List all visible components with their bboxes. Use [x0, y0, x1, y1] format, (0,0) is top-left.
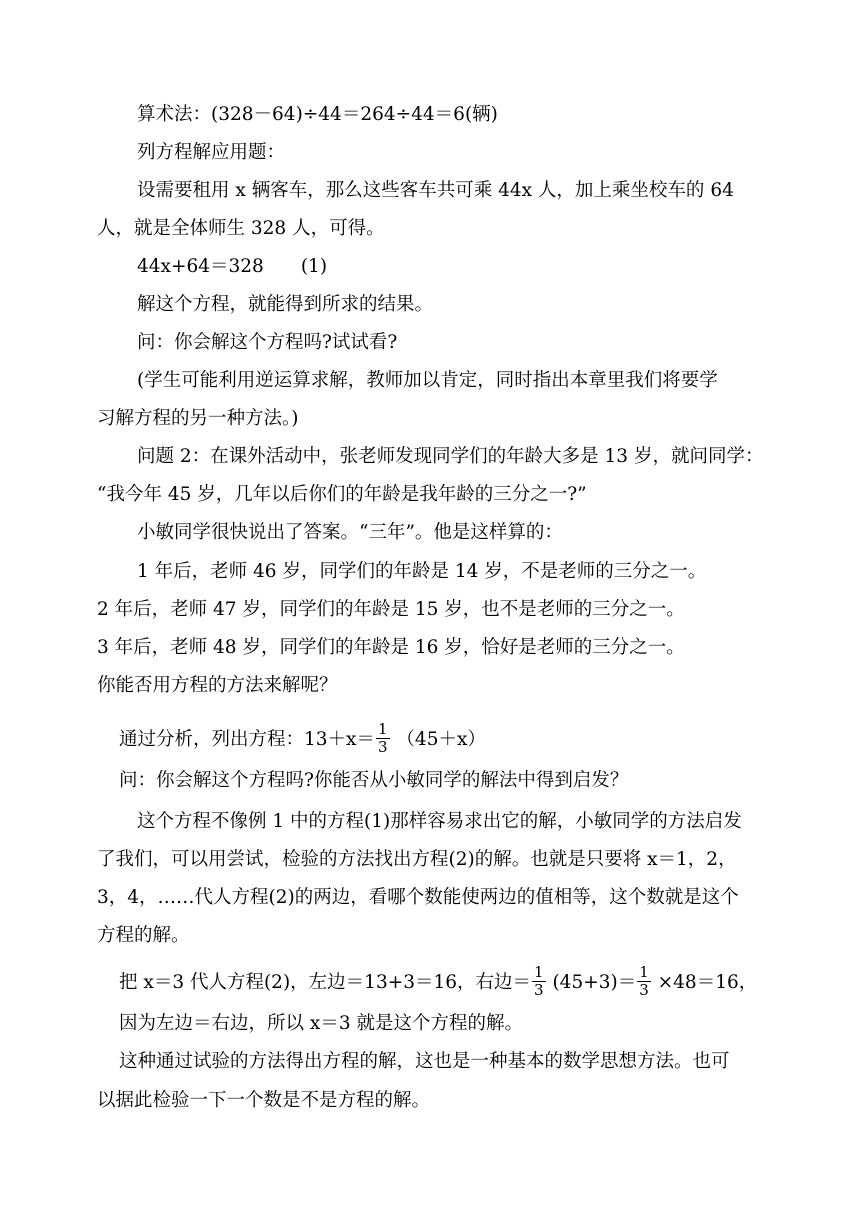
- paragraph-heading: 列方程解应用题：: [137, 142, 286, 163]
- fraction-one-third: [376, 721, 390, 756]
- question-line: 问：你会解这个方程吗?你能否从小敏同学的解法中得到启发？: [119, 770, 629, 791]
- paragraph-line: 以据此检验一下一个数是不是方程的解。: [97, 1090, 431, 1111]
- substitution-mid: (45+3)＝: [552, 972, 637, 993]
- paragraph-line: 习解方程的另一种方法。): [97, 408, 299, 429]
- conclusion-line: 因为左边＝右边，所以 x＝3 就是这个方程的解。: [119, 1013, 523, 1034]
- paragraph-line: 3，4，……代人方程(2)的两边，看哪个数能使两边的值相等，这个数就是这个: [97, 887, 739, 908]
- problem-2-line: 问题 2：在课外活动中，张老师发现同学们的年龄大多是 13 岁，就问同学：: [137, 446, 764, 467]
- fraction-one-third: [637, 964, 651, 999]
- paragraph-line: [137, 179, 767, 203]
- paragraph-line: 你能否用方程的方法来解呢？: [97, 675, 338, 696]
- equation-1: 44x+64＝328 (1): [137, 256, 328, 277]
- substitution-tail: ×48＝16，: [657, 972, 758, 993]
- paragraph-line: 这种通过试验的方法得出方程的解，这也是一种基本的数学思想方法。也可: [119, 1051, 730, 1072]
- paragraph-line: 人，就是全体师生 328 人，可得。: [97, 218, 385, 239]
- paragraph-line: 这个方程不像例 1 中的方程(1)那样容易求出它的解，小敏同学的方法启发: [137, 811, 742, 832]
- question-line: 问：你会解这个方程吗?试试看?: [137, 332, 398, 353]
- arithmetic-method-line: 算术法：(328－64)÷44＝264÷44＝6(辆): [137, 104, 498, 125]
- equation-2-tail: （45＋x）: [396, 729, 486, 750]
- text-span: 设需要租用 x 辆客车，那么这些客车共可乘 44x 人，加上乘坐校车的 64: [137, 180, 734, 201]
- fraction-denominator: 3: [377, 737, 388, 756]
- fraction-denominator: 3: [534, 980, 544, 999]
- paragraph-line: 解这个方程，就能得到所求的结果。: [137, 294, 434, 315]
- equation-2: [119, 720, 486, 760]
- paragraph-line: 了我们，可以用尝试，检验的方法找出方程(2)的解。也就是只要将 x＝1，2，: [97, 849, 737, 870]
- paragraph-line: 方程的解。: [97, 925, 190, 946]
- paragraph-line: 1 年后，老师 46 岁，同学们的年龄是 14 岁，不是老师的三分之一。: [137, 561, 707, 582]
- paragraph-line: 2 年后，老师 47 岁，同学们的年龄是 15 岁，也不是老师的三分之一。: [97, 599, 685, 620]
- paragraph-line: “我今年 45 岁，几年以后你们的年龄是我年龄的三分之一?”: [97, 484, 587, 505]
- paragraph-line: 3 年后，老师 48 岁，同学们的年龄是 16 岁，恰好是老师的三分之一。: [97, 637, 685, 658]
- substitution-line: [119, 963, 757, 1003]
- substitution-lead: 把 x＝3 代人方程(2)，左边＝13+3＝16，右边＝: [119, 972, 532, 993]
- paragraph-line: (学生可能利用逆运算求解，教师加以肯定，同时指出本章里我们将要学: [137, 370, 718, 391]
- fraction-numerator: 1: [377, 719, 388, 738]
- fraction-numerator: 1: [639, 962, 649, 981]
- fraction-numerator: 1: [534, 962, 544, 981]
- equation-2-lead: 通过分析，列出方程：13＋x＝: [119, 729, 375, 750]
- fraction-denominator: 3: [639, 980, 649, 999]
- fraction-one-third: [532, 964, 546, 999]
- paragraph-line: 小敏同学很快说出了答案。“三年”。他是这样算的：: [137, 522, 563, 543]
